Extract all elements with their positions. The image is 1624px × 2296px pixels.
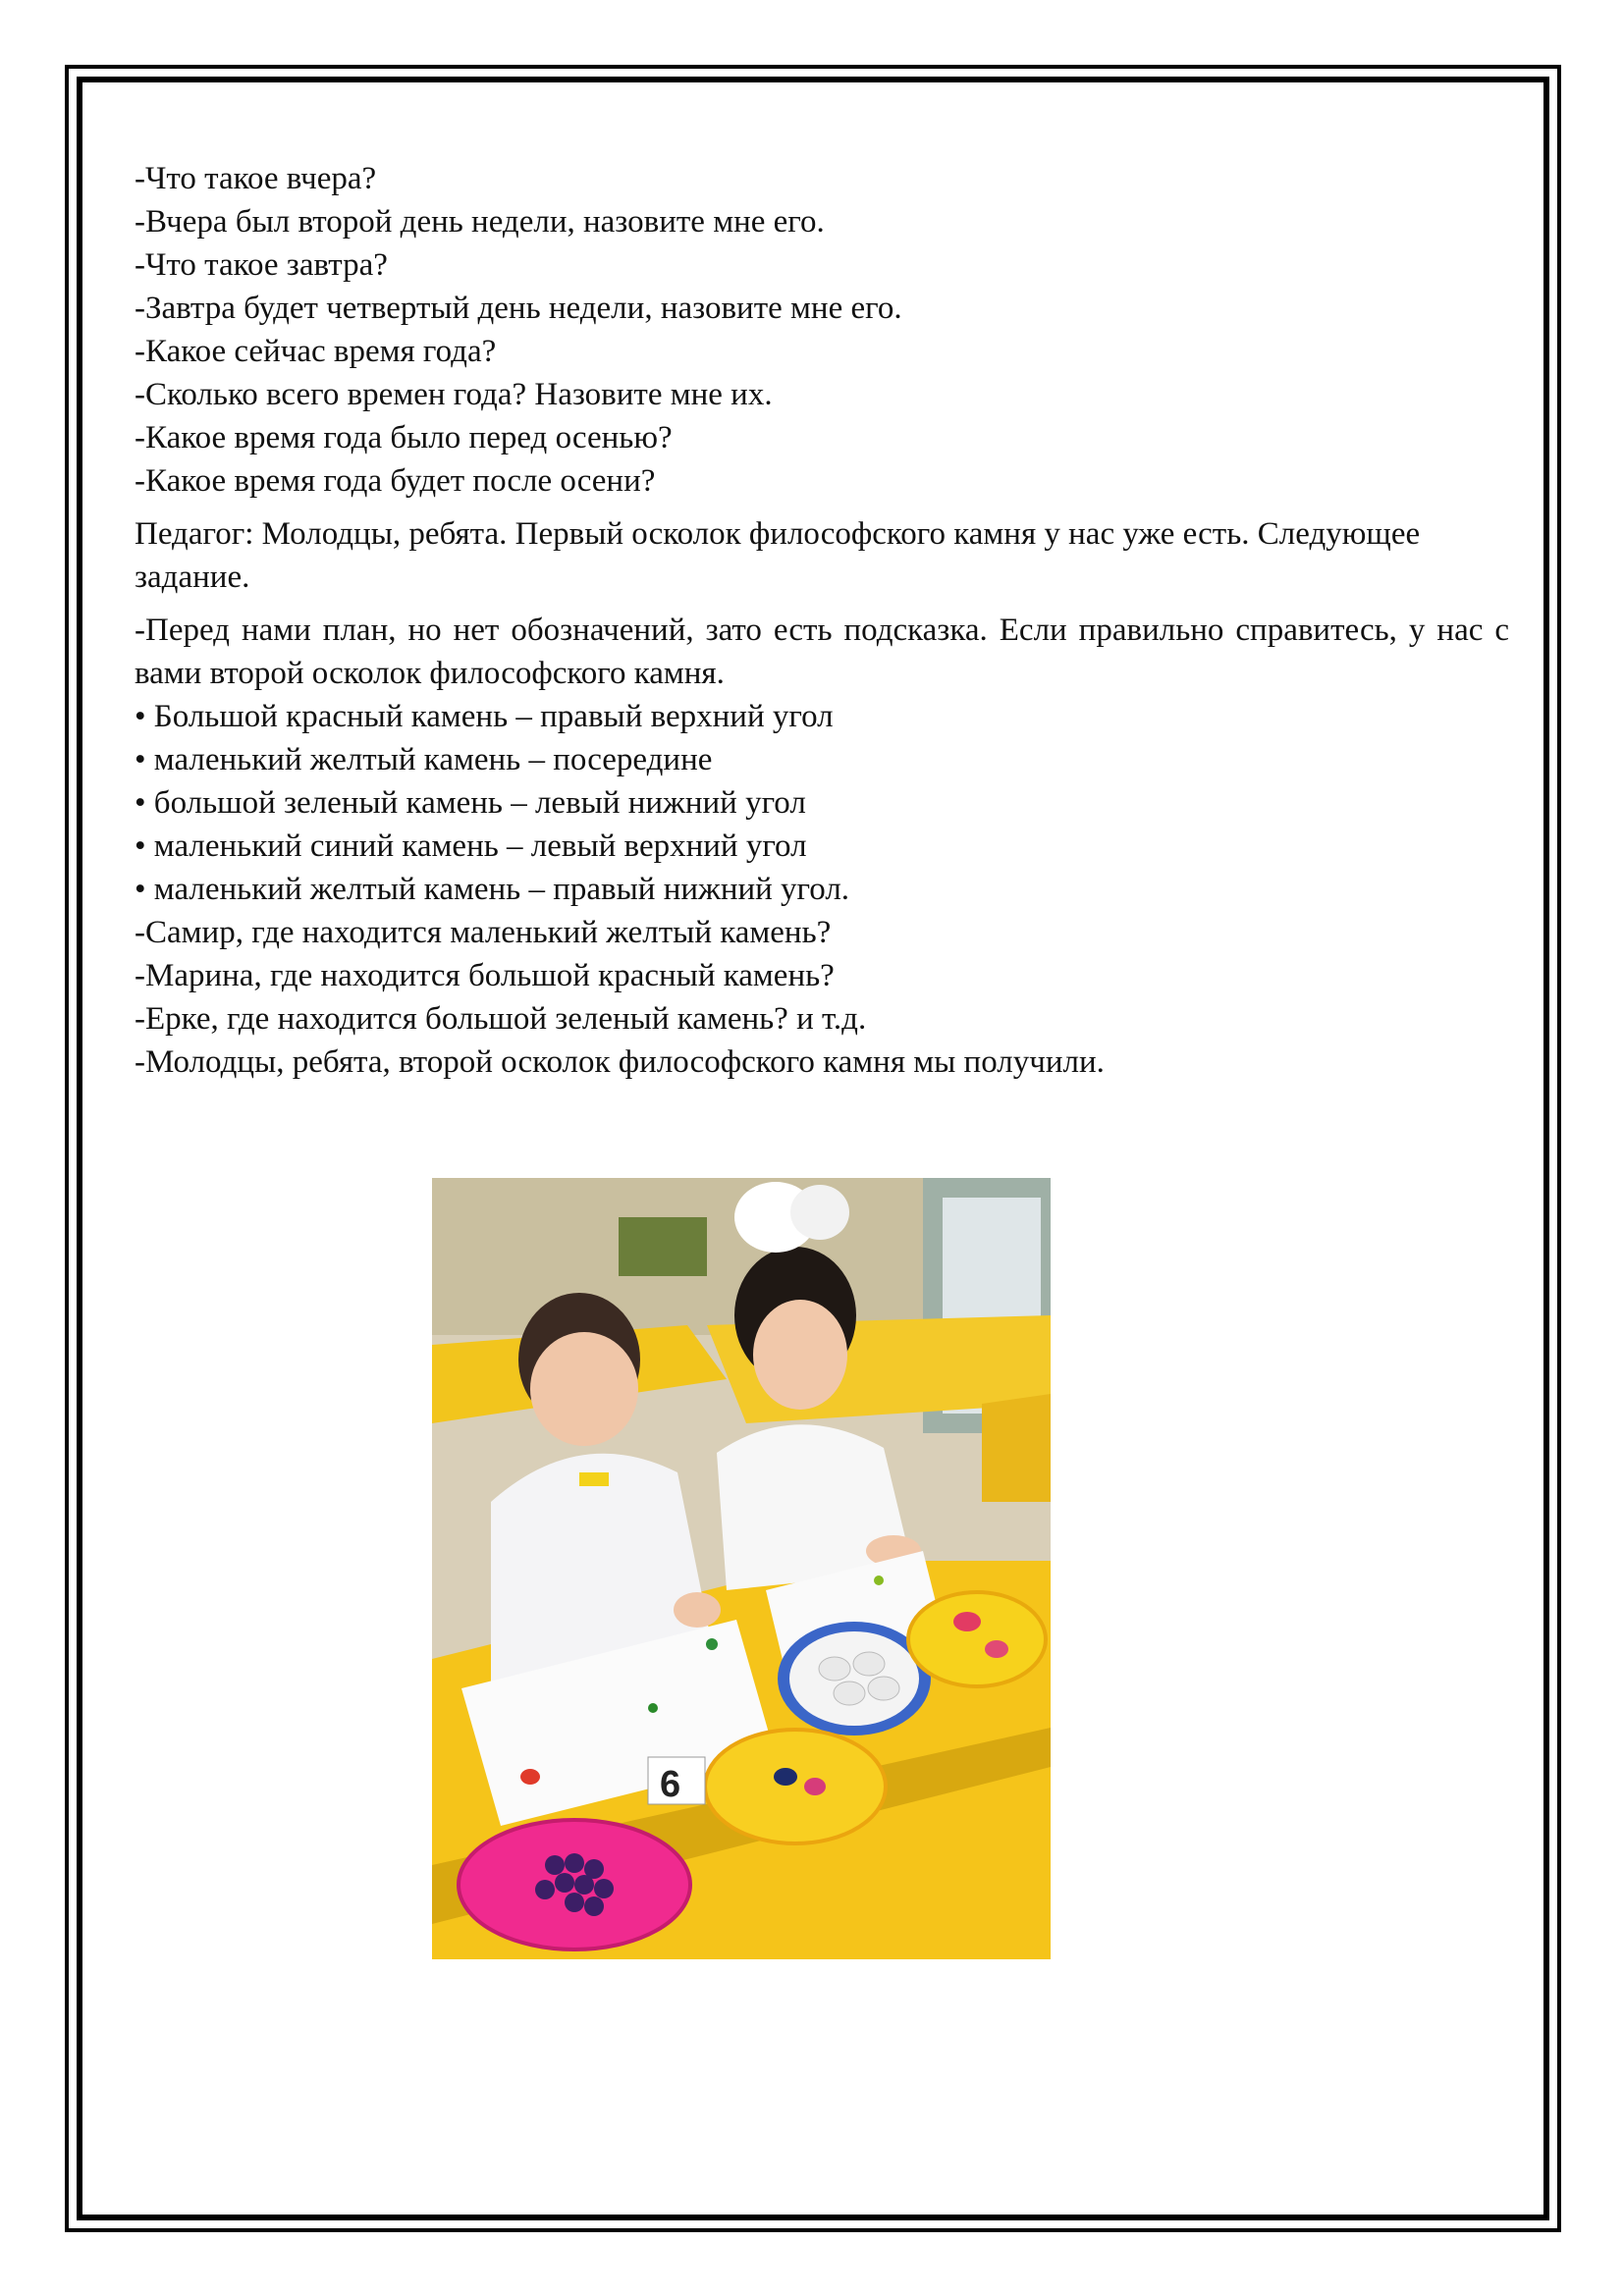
question-line: -Вчера был второй день недели, назовите мне его. <box>135 204 825 240</box>
teacher-paragraph: Педагог: Молодцы, ребята. Первый осколок философского камня у нас уже есть. Следующее задание. <box>135 516 1421 595</box>
card-number: 6 <box>660 1764 681 1805</box>
followup-line: -Марина, где находится большой красный камень? <box>135 958 835 993</box>
question-line: -Какое время года будет после осени? <box>135 463 656 499</box>
followup-line: -Самир, где находится маленький желтый камень? <box>135 915 832 950</box>
question-line: -Завтра будет четвертый день недели, назовите мне его. <box>135 291 902 326</box>
followup-line: -Молодцы, ребята, второй осколок философского камня мы получили. <box>135 1044 1105 1080</box>
hint-item: • маленький желтый камень – посередине <box>135 742 713 777</box>
hint-list <box>135 695 1509 911</box>
hint-item: • маленький желтый камень – правый нижний угол. <box>135 872 850 907</box>
hint-item: • маленький синий камень – левый верхний угол <box>135 828 807 864</box>
followup-list <box>135 911 1509 1084</box>
classroom-photo <box>432 1178 1051 1959</box>
question-line: -Сколько всего времен года? Назовите мне их. <box>135 377 773 412</box>
question-line: -Какое сейчас время года? <box>135 334 497 369</box>
question-line: -Какое время года было перед осенью? <box>135 420 673 455</box>
document-body <box>135 157 1509 1084</box>
task-paragraph: -Перед нами план, но нет обозначений, зато есть подсказка. Если правильно справитесь, у нас с вами второй осколок философского камня. <box>135 613 1509 691</box>
question-line: -Что такое вчера? <box>135 161 377 196</box>
hint-item: • Большой красный камень – правый верхний угол <box>135 699 834 734</box>
question-list <box>135 157 1509 503</box>
hint-item: • большой зеленый камень – левый нижний угол <box>135 785 806 821</box>
question-line: -Что такое завтра? <box>135 247 388 283</box>
followup-line: -Ерке, где находится большой зеленый камень? и т.д. <box>135 1001 867 1037</box>
